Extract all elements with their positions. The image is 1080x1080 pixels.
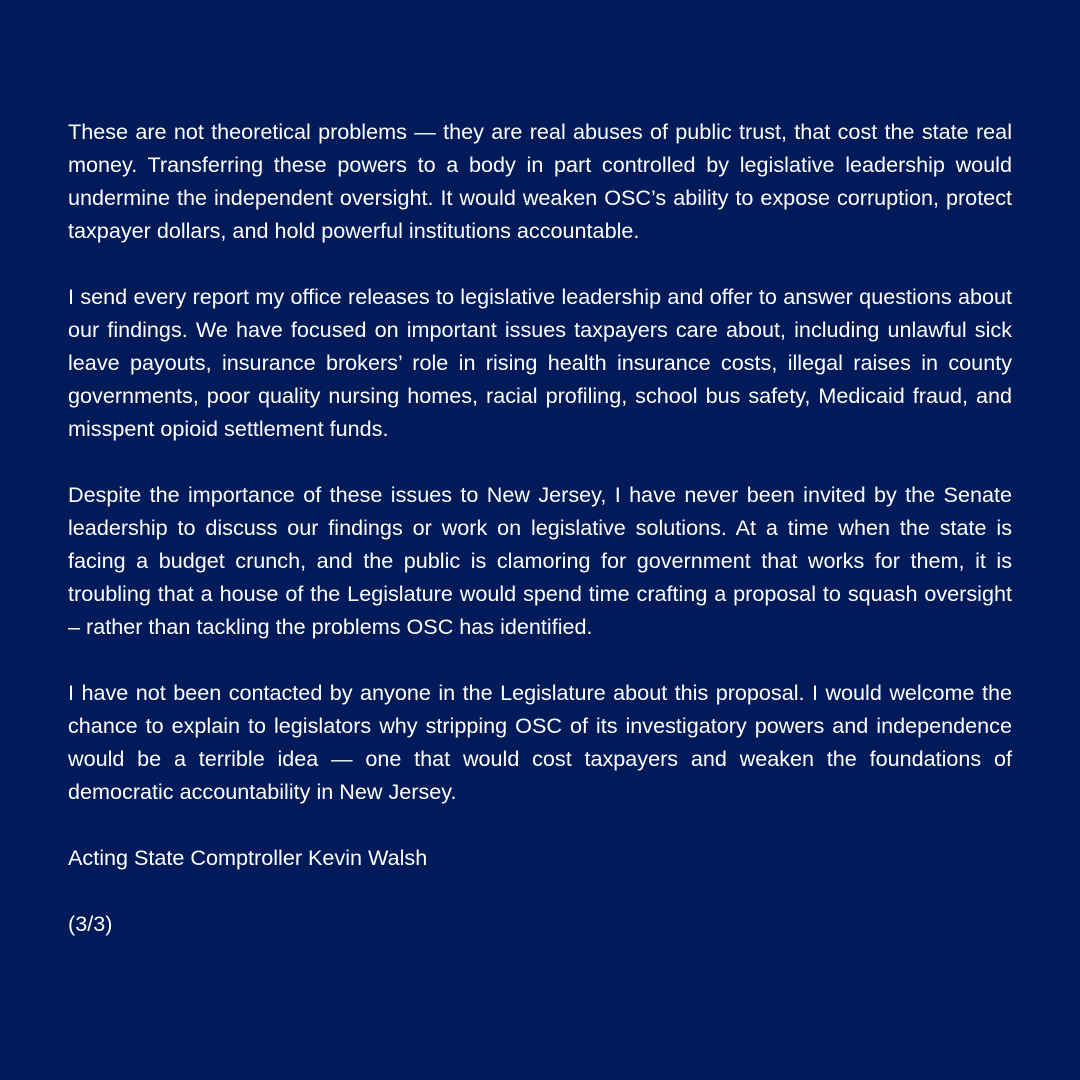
paragraph-senate-leadership: Despite the importance of these issues to New Jersey, I have never been invited by the Senate leadership to discuss our findings or work on legislative solutions. At a time when the state is facing a budget crunch, and the public is clamoring for government that works for them, it is troubling that a house of the Legislature would spend time crafting a proposal to squash oversight – rather than tackling the problems OSC has identified. [68,482,1012,639]
paragraph-reports: I send every report my office releases to legislative leadership and offer to answer questions about our findings. We have focused on important issues taxpayers care about, including unlawful sick leave payouts, insurance brokers’ role in rising health insurance costs, illegal raises in county governments, poor quality nursing homes, racial profiling, school bus safety, Medicaid fraud, and misspent opioid settlement funds. [68,284,1012,441]
page-indicator: (3/3) [68,911,113,936]
signature: Acting State Comptroller Kevin Walsh [68,845,428,870]
statement-body [68,115,1012,973]
paragraph-public-trust: These are not theoretical problems — they are real abuses of public trust, that cost the state real money. Transferring these powers to a body in part controlled by legislative leadership would undermine the independent oversight. It would weaken OSC’s ability to expose corruption, protect taxpayer dollars, and hold powerful institutions accountable. [68,119,1012,243]
paragraph-not-contacted: I have not been contacted by anyone in the Legislature about this proposal. I would welcome the chance to explain to legislators why stripping OSC of its investigatory powers and independence would be a terrible idea — one that would cost taxpayers and weaken the foundations of democratic accountability in New Jersey. [68,680,1012,804]
